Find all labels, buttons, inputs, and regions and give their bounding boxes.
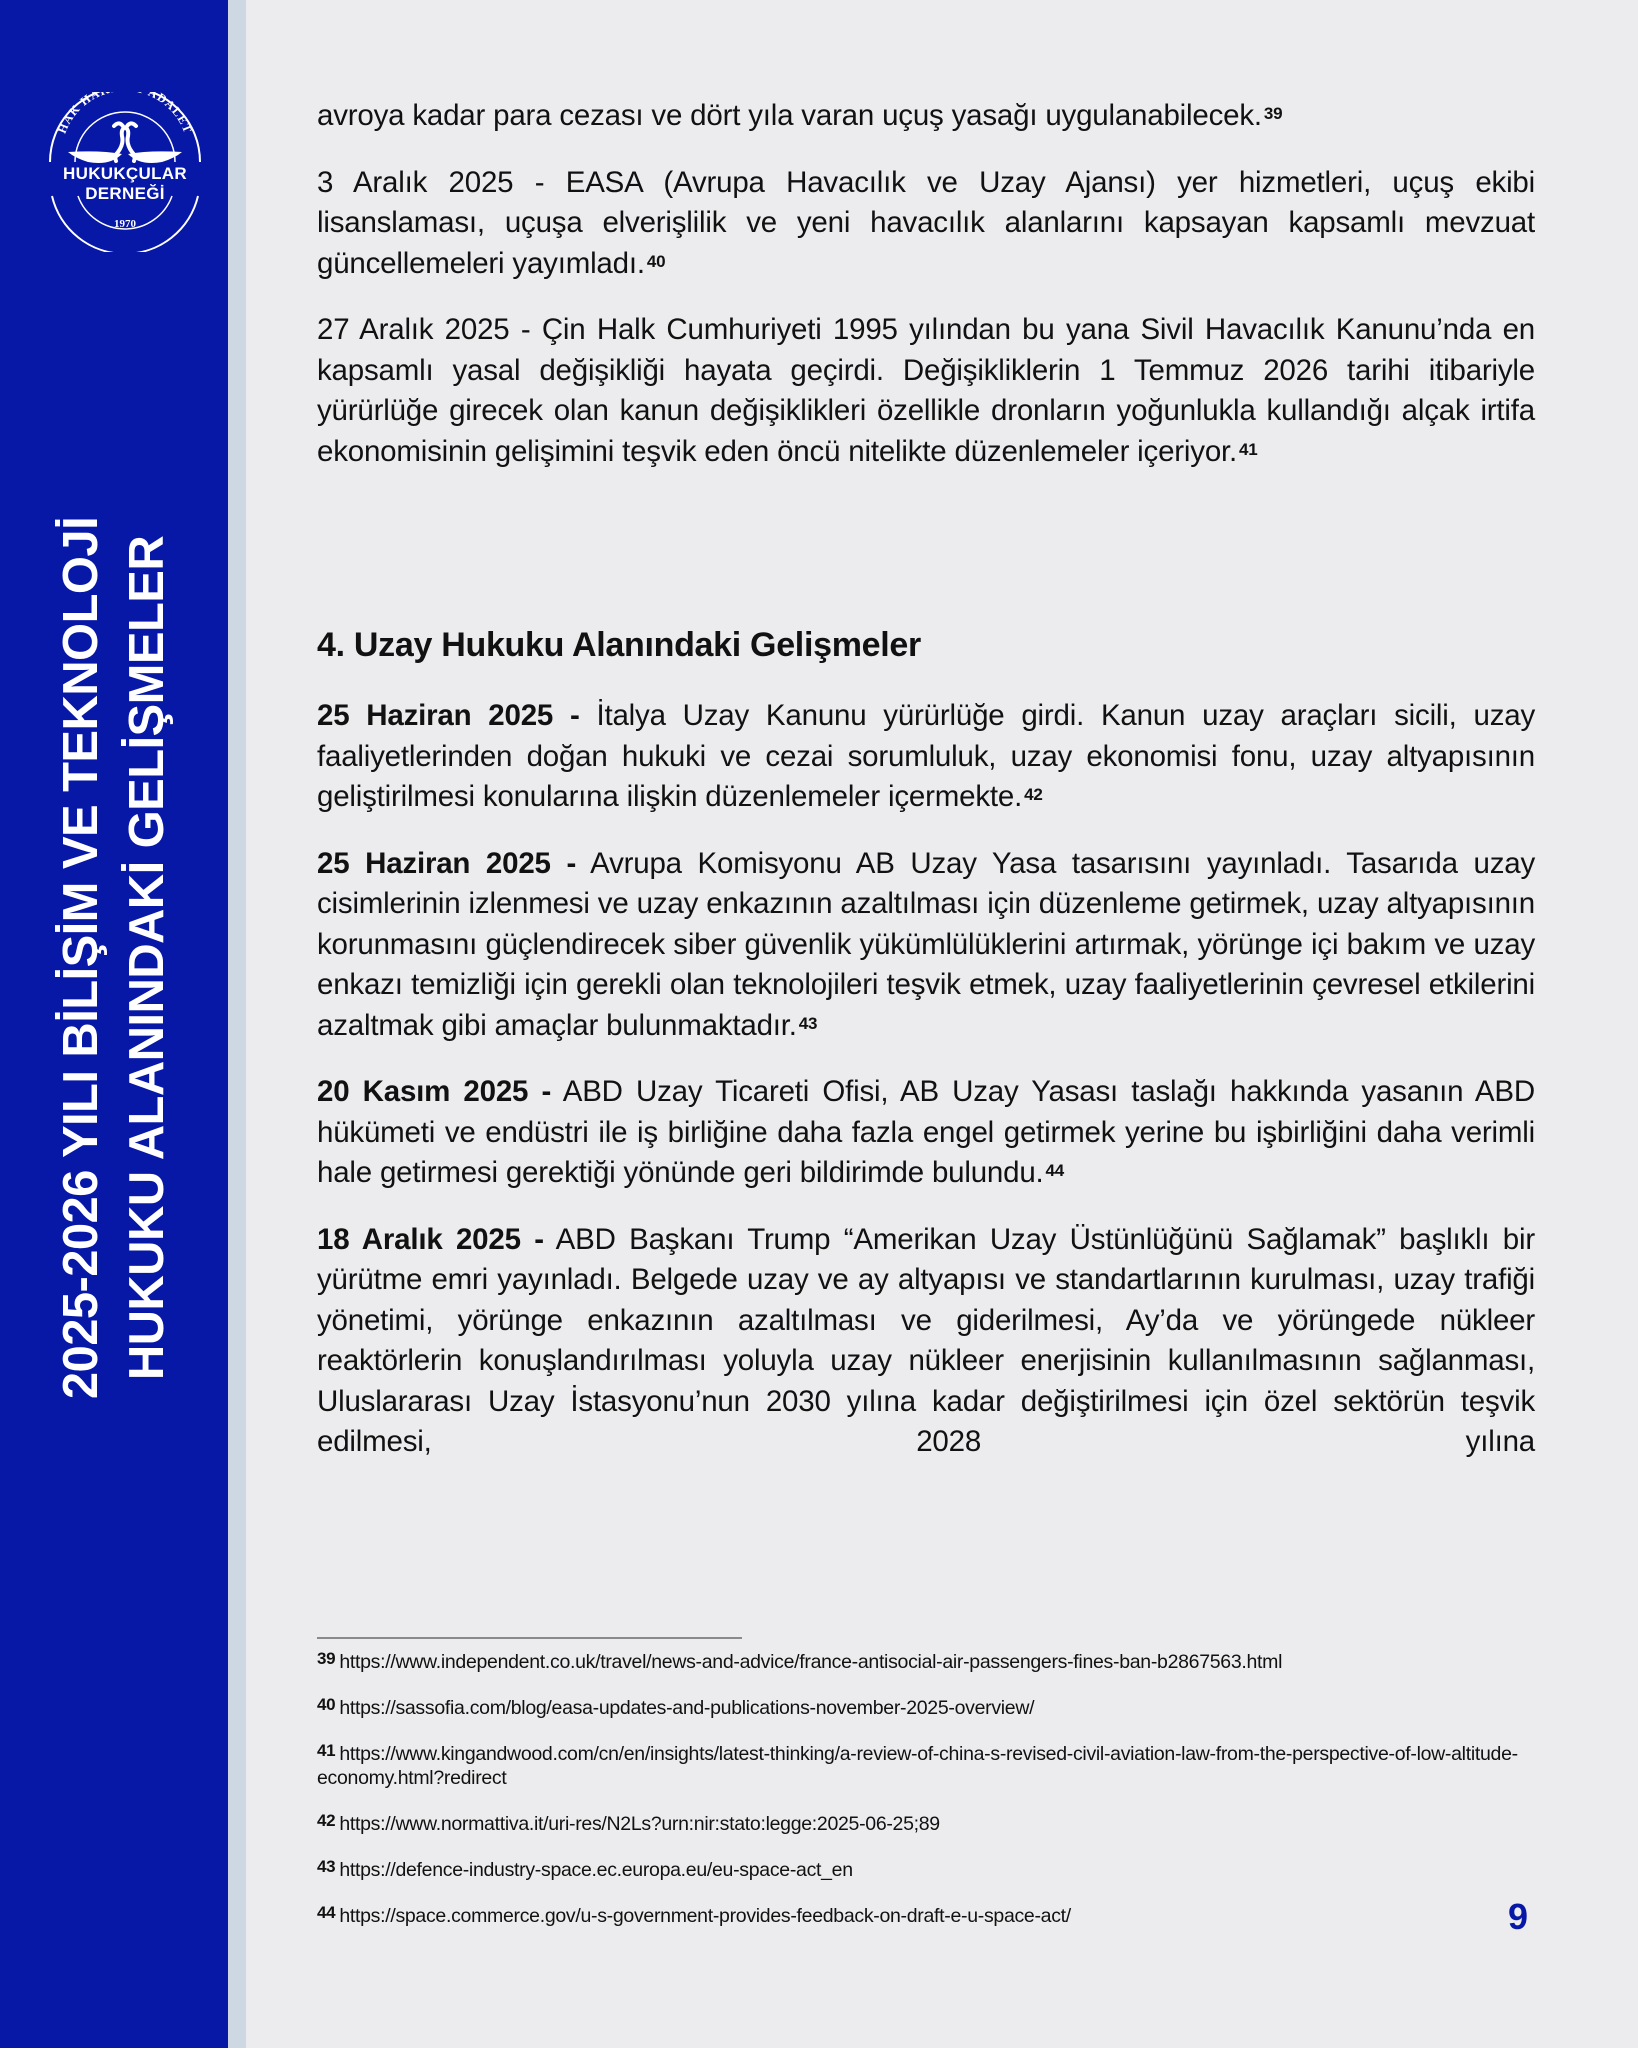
footnote-ref[interactable]: 41 bbox=[1239, 439, 1258, 459]
entry-paragraph bbox=[317, 1072, 1535, 1194]
paragraph bbox=[317, 310, 1535, 472]
footnote-number: 43 bbox=[317, 1857, 336, 1876]
footnote-number: 41 bbox=[317, 1741, 336, 1760]
entry-text: ABD Uzay Ticareti Ofisi, AB Uzay Yasası taslağı hakkında yasanın ABD hükümeti ve endüstri ile iş birliğine daha fazla engel getirmek yerine bu işbirliğini daha verimli hale getirmesi gerektiği yönünde geri bildirimde bulundu. bbox=[317, 1075, 1535, 1189]
entry-date: 20 Kasım 2025 - bbox=[317, 1075, 552, 1108]
entry-text: Avrupa Komisyonu AB Uzay Yasa tasarısını yayınladı. Tasarıda uzay cisimlerinin izlenmesi ve uzay enkazının azaltılması için düzenleme getirmek, uzay altyapısının korunmasını güçlendirecek siber güvenlik yükümlülüklerini artırmak, yörünge içi bakım ve uzay enkazı temizliği için gerekli olan teknolojileri teşvik etmek, uzay faaliyetlerinin çevresel etkilerini azaltmak gibi amaçlar bulunmaktadır. bbox=[317, 846, 1536, 1042]
paragraph bbox=[317, 163, 1535, 285]
footnote bbox=[317, 1696, 1535, 1720]
entry-date: 25 Haziran 2025 - bbox=[317, 846, 577, 880]
footnotes bbox=[317, 1650, 1535, 1950]
footnote-number: 39 bbox=[317, 1649, 336, 1668]
footnote-ref[interactable]: 42 bbox=[1024, 785, 1043, 804]
series-title-line-2: HUKUKU ALANINDAKİ GELİŞMELER bbox=[120, 535, 174, 1381]
footnote-ref[interactable]: 40 bbox=[646, 251, 666, 271]
footnote-ref[interactable]: 39 bbox=[1263, 104, 1283, 123]
paragraph bbox=[317, 96, 1535, 137]
main-content bbox=[317, 96, 1536, 1458]
entry-date: 18 Aralık 2025 - bbox=[317, 1222, 544, 1256]
footnote-link[interactable]: https://sassofia.com/blog/easa-updates-and-publications-november-2025-overview/ bbox=[339, 1697, 1035, 1719]
footnote-link[interactable]: https://space.commerce.gov/u-s-government-provides-feedback-on-draft-e-u-space-act/ bbox=[339, 1905, 1071, 1927]
paragraph-text: avroya kadar para cezası ve dört yıla varan uçuş yasağı uygulanabilecek. bbox=[317, 99, 1262, 132]
entry-date: 25 Haziran 2025 - bbox=[317, 699, 580, 732]
footnote-number: 40 bbox=[317, 1695, 336, 1714]
logo-organization-name: HUKUKÇULAR DERNEĞİ bbox=[63, 164, 187, 203]
footnote-link[interactable]: https://defence-industry-space.ec.europa.eu/eu-space-act_en bbox=[339, 1859, 853, 1881]
footnote-ref[interactable]: 43 bbox=[798, 1013, 818, 1033]
footnote-separator bbox=[317, 1637, 742, 1639]
footnote bbox=[317, 1858, 1535, 1882]
logo-year: 1970 bbox=[114, 218, 136, 230]
footnote bbox=[317, 1904, 1535, 1928]
footnote bbox=[317, 1650, 1535, 1674]
section-heading: 4. Uzay Hukuku Alanındaki Gelişmeler bbox=[317, 626, 921, 664]
document-series-title bbox=[48, 517, 180, 1399]
paragraph-text: 3 Aralık 2025 - EASA (Avrupa Havacılık ve Uzay Ajansı) yer hizmetleri, uçuş ekibi lisanslaması, uçuşa elverişlilik ve yeni havacılık alanlarını kapsayan kapsamlı mevzuat güncellemeleri yayımladı. bbox=[317, 165, 1535, 280]
footnote-link[interactable]: https://www.normattiva.it/uri-res/N2Ls?urn:nir:stato:legge:2025-06-25;89 bbox=[339, 1813, 940, 1835]
footnote-link[interactable]: https://www.kingandwood.com/cn/en/insights/latest-thinking/a-review-of-china-s-revised-civil-aviation-law-from-the-perspective-of-low-altitude-economy.html?redirect bbox=[317, 1743, 1518, 1789]
footnote bbox=[317, 1812, 1535, 1836]
footnote-number: 44 bbox=[317, 1903, 336, 1922]
aviation-paragraphs bbox=[317, 96, 1535, 472]
footnote bbox=[317, 1742, 1535, 1790]
footnote-link[interactable]: https://www.independent.co.uk/travel/news-and-advice/france-antisocial-air-passengers-fines-ban-b2867563.html bbox=[339, 1651, 1283, 1673]
entry-paragraph bbox=[317, 1220, 1535, 1463]
space-law-entries bbox=[317, 696, 1535, 1489]
entry-text: ABD Başkanı Trump “Amerikan Uzay Üstünlüğünü Sağlamak” başlıklı bir yürütme emri yayınladı. Belgede uzay ve ay altyapısı ve standartlarının kurulması, uzay trafiği yönetimi, yörünge enkazının azaltılması ve giderilmesi, Ay’da ve yörüngede nükleer reaktörlerin konuşlandırılması yoluyla uzay nükleer enerjisinin kullanılmasının sağlanması, Uluslararası Uzay İstasyonu’nun 2030 yılına kadar değiştirilmesi için özel sektörün teşvik edilmesi, 2028 yılına bbox=[317, 1222, 1535, 1458]
paragraph-text: 27 Aralık 2025 - Çin Halk Cumhuriyeti 1995 yılından bu yana Sivil Havacılık Kanunu’nda en kapsamlı yasal değişikliği hayata geçirdi. Değişikliklerin 1 Temmuz 2026 tarihi itibariyle yürürlüğe girecek olan kanun değişiklikleri özellikle dronların yoğunlukla kullandığı alçak irtifa ekonomisinin gelişimini teşvik eden öncü nitelikte düzenlemeler içeriyor. bbox=[317, 313, 1535, 468]
footnote-ref[interactable]: 44 bbox=[1045, 1161, 1065, 1180]
footnote-number: 42 bbox=[317, 1811, 336, 1830]
sidebar-divider bbox=[228, 0, 246, 2048]
series-title-line-1: 2025-2026 YILI BİLİŞİM VE TEKNOLOJİ bbox=[54, 516, 108, 1400]
entry-paragraph bbox=[317, 696, 1535, 818]
entry-paragraph bbox=[317, 844, 1535, 1047]
logo-motto: HAK HA ADALET bbox=[54, 92, 196, 136]
organization-logo bbox=[30, 92, 220, 252]
entry-text: İtalya Uzay Kanunu yürürlüğe girdi. Kanun uzay araçları sicili, uzay faaliyetlerinden doğan hukuki ve cezai sorumluluk, uzay ekonomisi fonu, uzay altyapısının geliştirilmesi konularına ilişkin düzenlemeler içermekte. bbox=[317, 699, 1535, 813]
page-number: 9 bbox=[1508, 1896, 1529, 1937]
